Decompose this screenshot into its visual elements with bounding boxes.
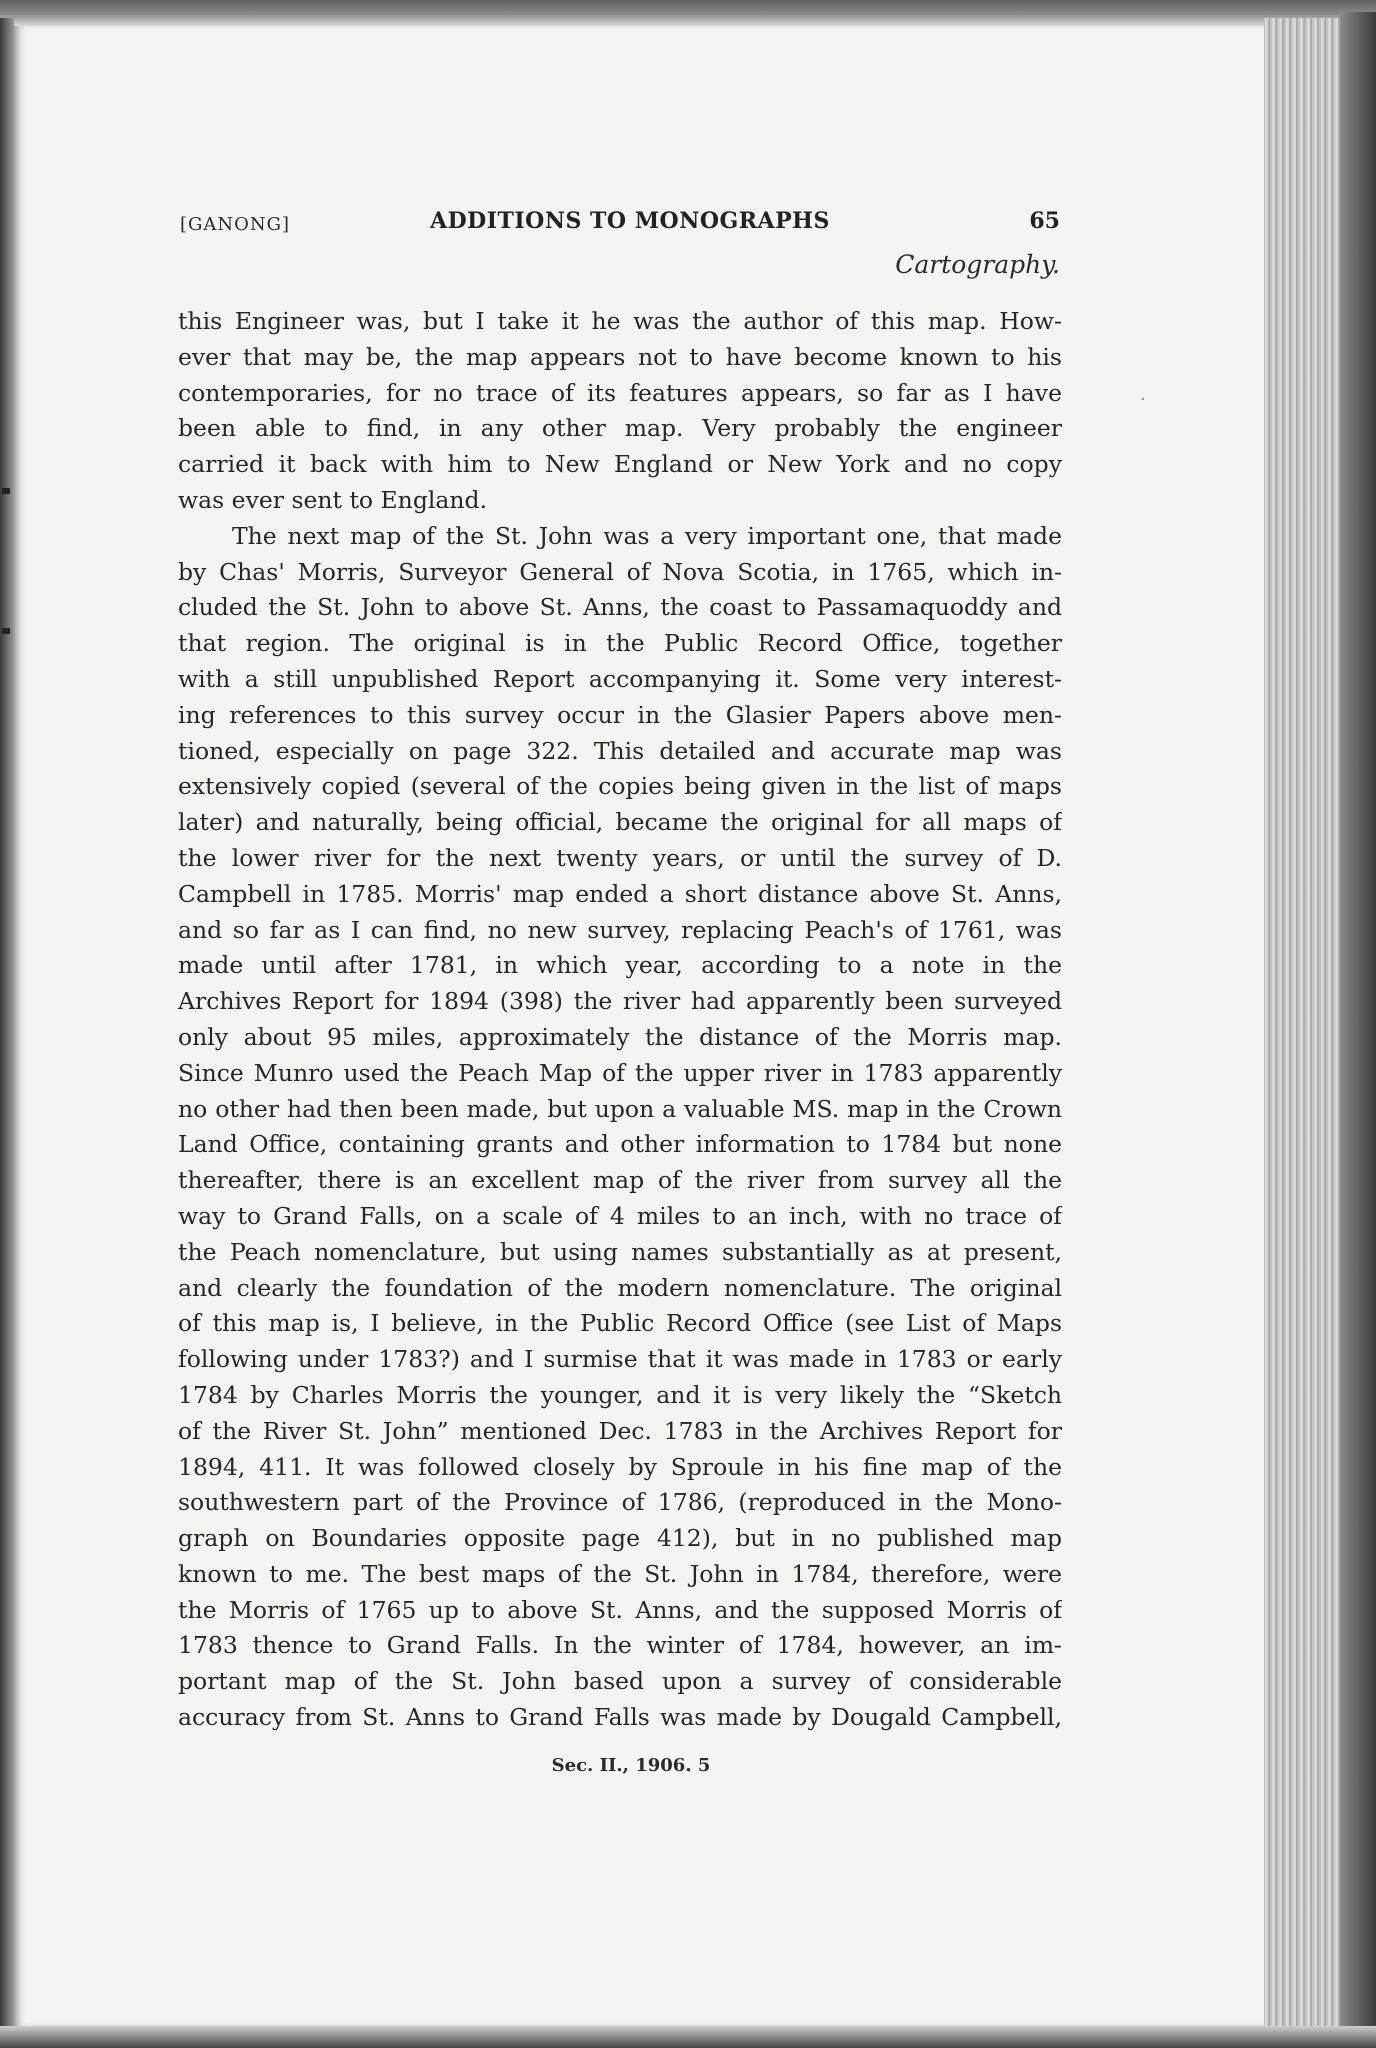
book-cover-edge	[1340, 12, 1376, 2048]
text-line: tioned, especially on page 322. This detailed and accurate map was	[178, 736, 1062, 765]
running-title: ADDITIONS TO MONOGRAPHS	[430, 208, 830, 234]
text-line: known to me. The best maps of the St. John in 1784, therefore, were	[178, 1559, 1062, 1588]
text-line: made until after 1781, in which year, according to a note in the	[178, 951, 1062, 980]
text-line: and clearly the foundation of the modern nomenclature. The original	[178, 1273, 1062, 1302]
text-line: 1784 by Charles Morris the younger, and it is very likely the “Sketch	[178, 1380, 1062, 1409]
text-line: the Morris of 1765 up to above St. Anns, and the supposed Morris of	[178, 1595, 1062, 1624]
text-line: southwestern part of the Province of 1786, (reproduced in the Mono-	[178, 1488, 1062, 1517]
text-line: no other had then been made, but upon a valuable MS. map in the Crown	[178, 1094, 1062, 1123]
text-line: of this map is, I believe, in the Public Record Office (see List of Maps	[178, 1309, 1062, 1338]
page-number: 65	[1029, 208, 1060, 234]
margin-mark	[2, 488, 10, 494]
text-line: following under 1783?) and I surmise that it was made in 1783 or early	[178, 1345, 1062, 1374]
text-line: with a still unpublished Report accompanying it. Some very interest-	[178, 664, 1062, 693]
text-line: 1894, 411. It was followed closely by Sproule in his fine map of the	[178, 1452, 1062, 1481]
paragraph	[178, 519, 1062, 1736]
section-label: Cartography.	[895, 250, 1060, 279]
text-line: ever that may be, the map appears not to have become known to his	[178, 342, 1062, 371]
bottom-shadow	[0, 2026, 1376, 2048]
text-line: Campbell in 1785. Morris' map ended a short distance above St. Anns,	[178, 879, 1062, 908]
text-line: thereafter, there is an excellent map of the river from survey all the	[178, 1166, 1062, 1195]
text-line: contemporaries, for no trace of its features appears, so far as I have	[178, 378, 1062, 407]
body-text	[178, 304, 1062, 1736]
text-line: later) and naturally, being official, became the original for all maps of	[178, 808, 1062, 837]
signature-mark: Sec. II., 1906. 5	[551, 1755, 711, 1776]
text-line: way to Grand Falls, on a scale of 4 miles to an inch, with no trace of	[178, 1201, 1062, 1230]
book-spine-edge	[0, 18, 14, 2048]
text-line: the lower river for the next twenty years, or until the survey of D.	[178, 843, 1062, 872]
text-line: ing references to this survey occur in the Glasier Papers above men-	[178, 700, 1062, 729]
text-line: and so far as I can find, no new survey, replacing Peach's of 1761, was	[178, 915, 1062, 944]
text-line: extensively copied (several of the copies being given in the list of maps	[178, 772, 1062, 801]
running-header	[180, 208, 1060, 248]
text-line: the Peach nomenclature, but using names substantially as at present,	[178, 1237, 1062, 1266]
author-tag: [GANONG]	[180, 214, 291, 235]
text-line: Since Munro used the Peach Map of the upper river in 1783 apparently	[178, 1058, 1062, 1087]
text-line: this Engineer was, but I take it he was the author of this map. How-	[178, 307, 1062, 335]
text-line: was ever sent to England.	[178, 485, 488, 514]
text-line: by Chas' Morris, Surveyor General of Nova Scotia, in 1765, which in-	[178, 557, 1062, 586]
text-line: accuracy from St. Anns to Grand Falls was made by Dougald Campbell,	[178, 1703, 1062, 1732]
text-line: been able to find, in any other map. Very probably the engineer	[178, 414, 1062, 443]
text-line: graph on Boundaries opposite page 412), but in no published map	[178, 1524, 1062, 1553]
text-line: that region. The original is in the Public Record Office, together	[178, 629, 1062, 658]
text-line: cluded the St. John to above St. Anns, the coast to Passamaquoddy and	[178, 593, 1062, 622]
text-line: carried it back with him to New England or New York and no copy	[178, 450, 1062, 479]
text-line: Archives Report for 1894 (398) the river had apparently been surveyed	[178, 987, 1062, 1016]
text-line: 1783 thence to Grand Falls. In the winter of 1784, however, an im-	[178, 1631, 1062, 1660]
text-line: of the River St. John” mentioned Dec. 1783 in the Archives Report for	[178, 1416, 1062, 1445]
margin-mark	[2, 628, 10, 634]
text-line: portant map of the St. John based upon a survey of considerable	[178, 1667, 1062, 1696]
text-line: only about 95 miles, approximately the distance of the Morris map.	[178, 1022, 1062, 1051]
text-line: The next map of the St. John was a very important one, that made	[232, 521, 1062, 550]
text-line: Land Office, containing grants and other information to 1784 but none	[178, 1130, 1062, 1159]
paragraph	[178, 304, 1062, 519]
speck	[1142, 398, 1144, 400]
